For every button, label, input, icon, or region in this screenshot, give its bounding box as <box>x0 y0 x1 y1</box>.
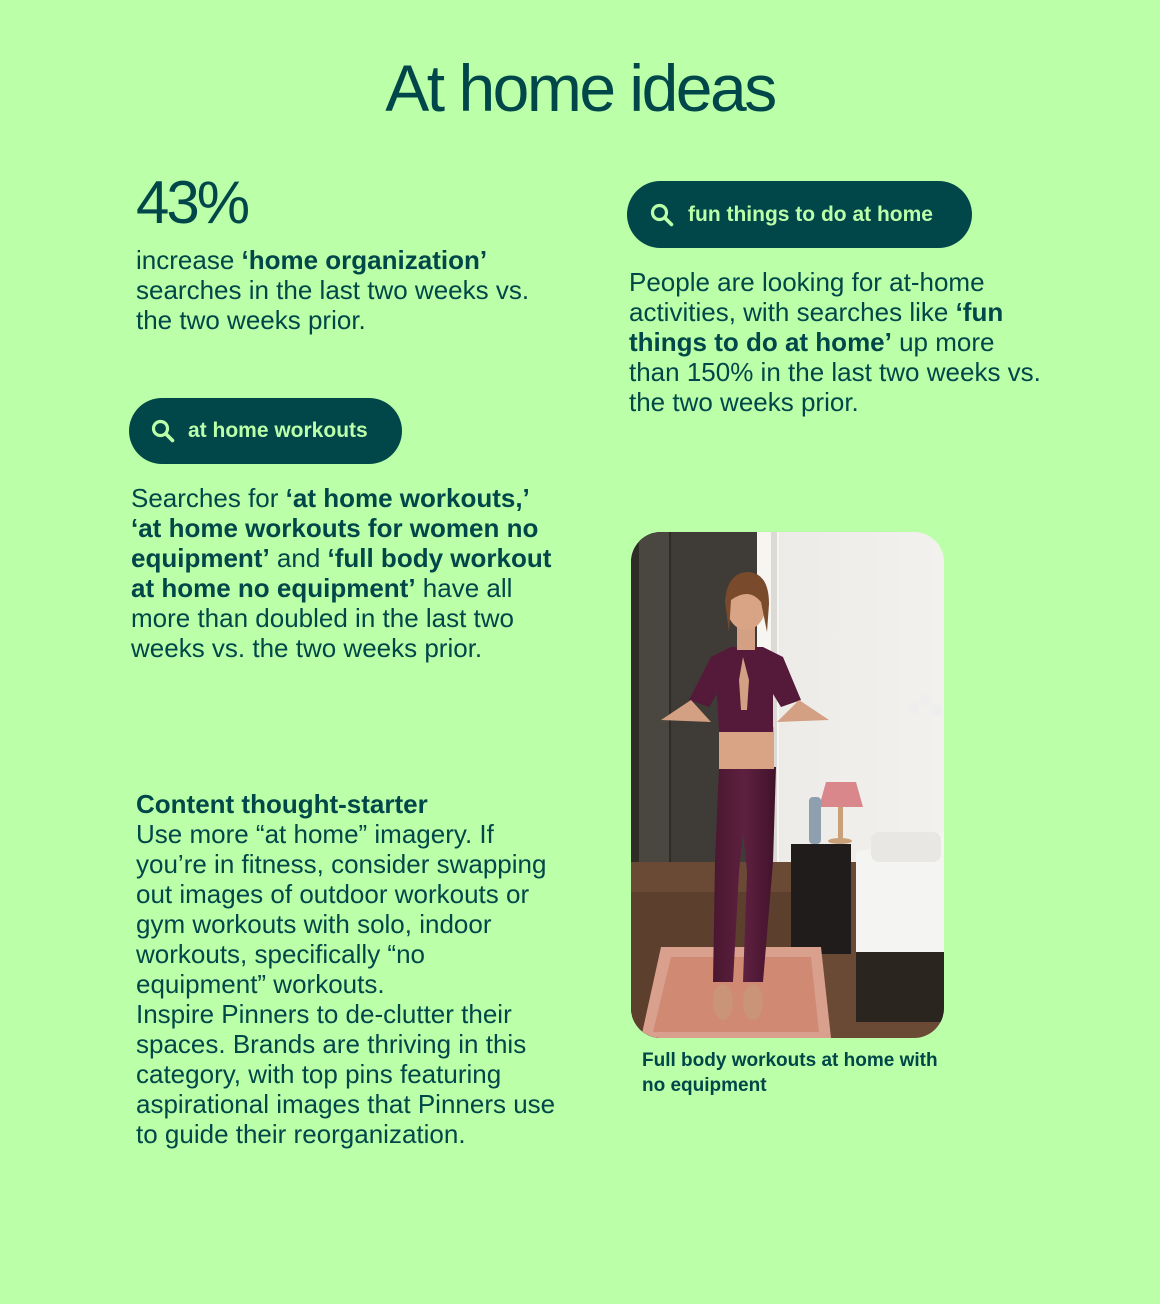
page-title: At home ideas <box>385 51 775 125</box>
stat-text-bold: ‘home organization’ <box>241 245 488 275</box>
stat-description <box>136 245 566 335</box>
thought-paragraph-2: Inspire Pinners to de-clutter their spaces. Brands are thriving in this category, with top pins featuring aspirational images that Pinners use to guide their reorganization. <box>136 999 556 1149</box>
workouts-description <box>131 483 561 663</box>
workouts-text-bold-2: ‘full body workout at home no equipment’ <box>131 543 552 603</box>
stat-text-after: searches in the last two weeks vs. the two weeks prior. <box>136 275 530 335</box>
search-icon <box>151 419 175 443</box>
fun-text-bold: ‘fun things to do at home’ <box>629 297 1004 357</box>
fun-text-2: up more than 150% in the last two weeks vs. the two weeks prior. <box>629 327 1041 417</box>
photo-caption: Full body workouts at home with no equipment <box>642 1050 938 1096</box>
workouts-text-2: and <box>269 543 328 573</box>
workouts-text-bold-1: ‘at home workouts,’ ‘at home workouts for women no equipment’ <box>131 483 539 573</box>
content-thought-starter <box>136 789 556 1149</box>
thought-heading: Content thought-starter <box>136 789 428 819</box>
stat-text-before: increase <box>136 245 242 275</box>
workouts-text-1: Searches for <box>131 483 286 513</box>
thought-paragraph-1: Use more “at home” imagery. If you’re in fitness, consider swapping out images of outdoor workouts or gym workouts with solo, indoor workouts, specifically “no equipment” workouts. <box>136 819 547 999</box>
yoga-photo <box>631 532 944 1038</box>
search-pill-label: at home workouts <box>188 419 368 442</box>
search-pill-at-home-workouts[interactable] <box>129 398 402 464</box>
stat-number: 43% <box>136 169 248 236</box>
search-pill-label: fun things to do at home <box>688 202 933 226</box>
search-icon <box>650 203 674 227</box>
search-pill-fun-things[interactable] <box>627 181 972 248</box>
fun-text-1: People are looking for at-home activities, with searches like <box>629 267 985 327</box>
workouts-text-3: have all more than doubled in the last two weeks vs. the two weeks prior. <box>131 573 515 663</box>
fun-things-description <box>629 267 1049 417</box>
